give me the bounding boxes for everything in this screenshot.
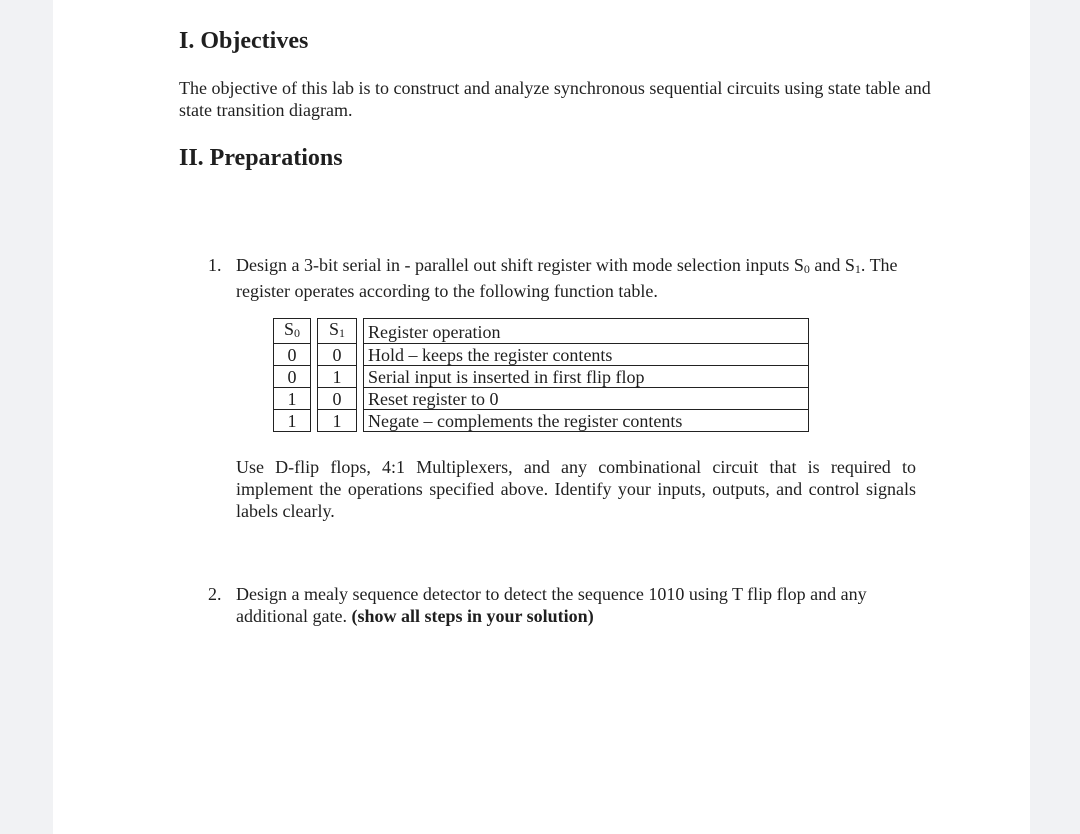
item-2-text: [236, 583, 926, 627]
item-2-bold-note: (show all steps in your solution): [351, 606, 594, 626]
cell-operation: Serial input is inserted in first flip flop: [364, 366, 809, 388]
function-table: [273, 318, 809, 432]
table-row: [274, 388, 809, 410]
item-1-text-b: and S: [809, 255, 855, 275]
cell-operation: Reset register to 0: [364, 388, 809, 410]
item-2-body: Design a mealy sequence detector to detect the sequence 1010 using T flip flop and any additional gate.: [236, 584, 867, 626]
cell-s1: 0: [318, 344, 357, 366]
table-row: [274, 344, 809, 366]
item-1-sub-1: 1: [854, 262, 861, 276]
cell-s0: 0: [274, 366, 311, 388]
cell-operation: Negate – complements the register contents: [364, 410, 809, 432]
objectives-paragraph: The objective of this lab is to construct and analyze synchronous sequential circuits using state table and state transition diagram.: [179, 78, 931, 120]
cell-s1: 0: [318, 388, 357, 410]
header-operation: Register operation: [364, 319, 809, 344]
table-row: [274, 366, 809, 388]
cell-s0: 1: [274, 388, 311, 410]
header-s1: $S_1$: [318, 319, 357, 344]
item-1-text-a: Design a 3-bit serial in - parallel out shift register with mode selection inputs S: [236, 255, 804, 275]
table-row: [274, 410, 809, 432]
item-1-sub-0: 0: [803, 262, 810, 276]
cell-s1: 1: [318, 366, 357, 388]
item-1-note: Use D-flip flops, 4:1 Multiplexers, and any combinational circuit that is required to implement the operations specified above. Identify your inputs, outputs, and control signals labels clearly.: [236, 457, 916, 521]
item-1-text: [236, 254, 956, 302]
item-2-number: 2.: [208, 584, 222, 604]
item-1-number: 1.: [208, 255, 222, 275]
cell-s0: 0: [274, 344, 311, 366]
cell-operation: Hold – keeps the register contents: [364, 344, 809, 366]
document-page: [53, 0, 1030, 834]
cell-s1: 1: [318, 410, 357, 432]
table-header-row: [274, 319, 809, 344]
objectives-heading: I. Objectives: [179, 28, 309, 54]
header-s0: $S_0$: [274, 319, 311, 344]
item-1-text-c: . The register operates according to the following function table.: [236, 255, 898, 301]
preparations-heading: II. Preparations: [179, 145, 343, 171]
cell-s0: 1: [274, 410, 311, 432]
